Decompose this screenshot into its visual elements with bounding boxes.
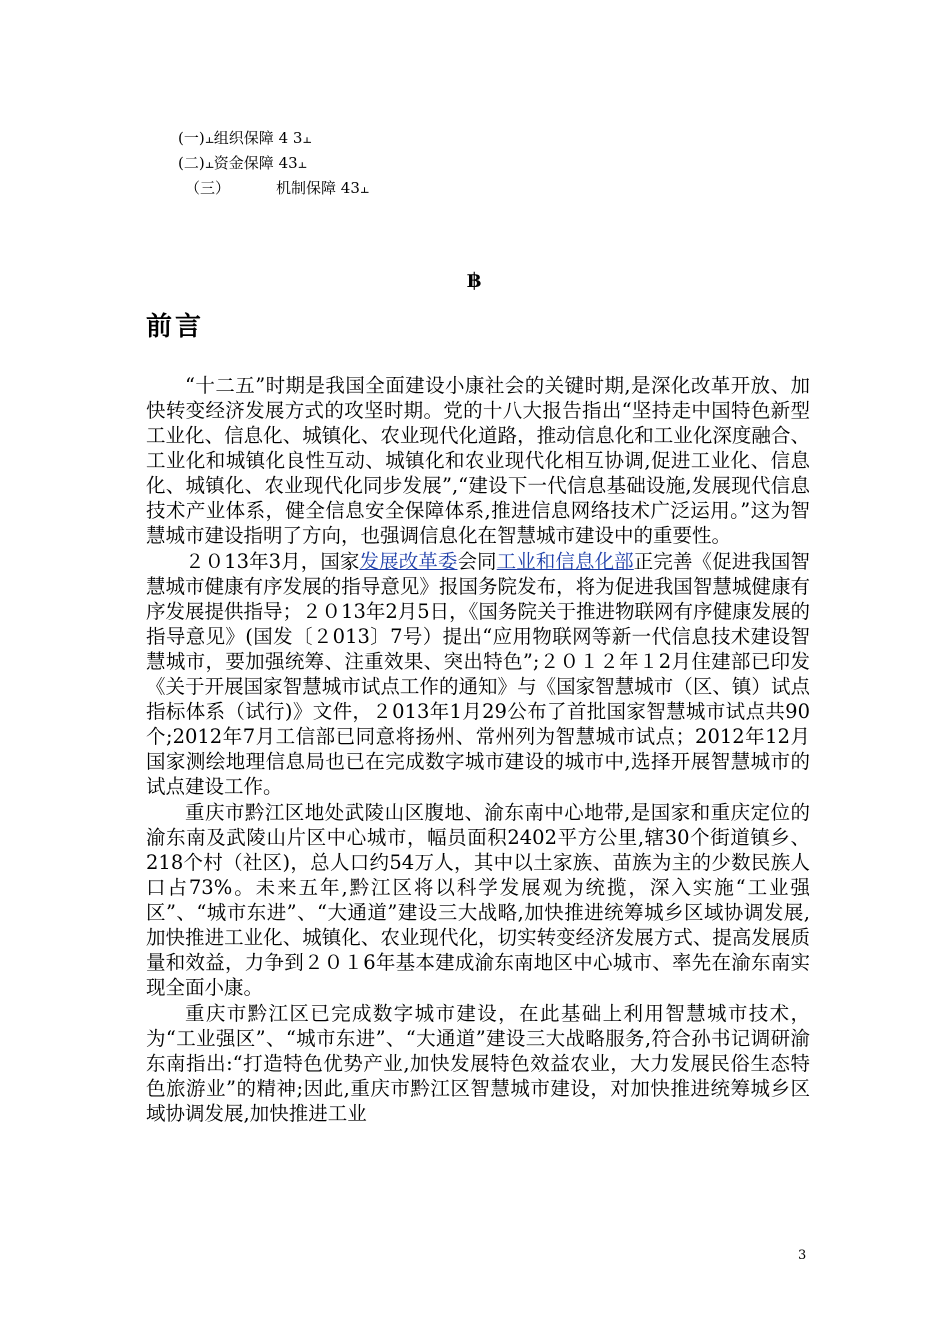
toc-item-title: 机制保障 43⫠: [276, 179, 369, 197]
body-text: [146, 373, 810, 1126]
paragraph: “十二五”时期是我国全面建设小康社会的关键时期,是深化改革开放、加快转变经济发展方式的攻坚时期。党的十八大报告指出“坚持走中国特色新型工业化、信息化、城镇化、农业现代化道路，推动信息化和工业化深度融合、工业化和城镇化良性互动、城镇化和农业现代化相互协调,促进工业化、信息化、城镇化、农业现代化同步发展”,“建设下一代信息基础设施,发展现代信息技术产业体系，健全信息安全保障体系,推进信息网络技术广泛运用。”这为智慧城市建设指明了方向，也强调信息化在智慧城市建设中的重要性。: [146, 374, 810, 547]
toc-item[interactable]: [178, 151, 369, 176]
paragraph: 重庆市黔江区已完成数字城市建设，在此基础上利用智慧城市技术，为“工业强区”、“城市东进”、“大通道”建设三大战略服务,符合孙书记调研渝东南指出:“打造特色优势产业,加快发展特色效益农业，大力发展民俗生态特色旅游业”的精神;因此,重庆市黔江区智慧城市建设，对加快推进统筹城乡区域协调发展,加快推进工业: [146, 1002, 810, 1125]
page-number: 3: [798, 1248, 807, 1263]
paragraph-text: ２０13年3月，国家: [185, 550, 360, 573]
toc-item-number: (二): [178, 154, 205, 172]
paragraph: [146, 549, 810, 799]
paragraph-text: 正完善《促进我国智慧城市健康有序发展的指导意见》报国务院发布，将为促进我国智慧城健康有序发展提供指导；２０13年2月5日，《国务院关于推进物联网有序健康发展的指导意见》(国发〔２013〕7号）提出“应用物联网等新一代信息技术建设智慧城市，要加强统筹、注重效果、突出特色”;２０１２年１2月住建部已印发《关于开展国家智慧城市试点工作的通知》与《国家智慧城市（区、镇）试点指标体系（试行)》文件，２013年1月29公布了首批国家智慧城市试点共90个;2012年7月工信部已同意将扬州、常州列为智慧城市试点；2012年12月国家测绘地理信息局也已在完成数字城市建设的城市中,选择开展智慧城市的试点建设工作。: [146, 550, 810, 798]
toc-item[interactable]: [185, 176, 369, 201]
toc-item-title: ⫠组织保障 4 3⫠: [204, 129, 312, 147]
table-of-contents: [178, 126, 369, 201]
section-heading: 前言: [146, 312, 205, 342]
toc-item-number: (一): [178, 129, 205, 147]
toc-item[interactable]: [178, 126, 369, 151]
toc-item-number: （三）: [185, 179, 231, 197]
link-miit[interactable]: 工业和信息化部: [496, 550, 634, 573]
section-break-mark: ฿: [467, 268, 481, 292]
paragraph: 重庆市黔江区地处武陵山区腹地、渝东南中心地带,是国家和重庆定位的渝东南及武陵山片区中心城市，幅员面积2402平方公里,辖30个街道镇乡、218个村（社区)，总人口约54万人，其中以土家族、苗族为主的少数民族人口占73%。未来五年,黔江区将以科学发展观为统揽，深入实施“工业强区”、“城市东进”、“大通道”建设三大战略,加快推进统筹城乡区域协调发展,加快推进工业化、城镇化、农业现代化，切实转变经济发展方式、提高发展质量和效益，力争到２０１6年基本建成渝东南地区中心城市、率先在渝东南实现全面小康。: [146, 801, 810, 999]
toc-item-title: ⫠资金保障 43⫠: [204, 154, 307, 172]
link-ndrc[interactable]: 发展改革委: [359, 550, 458, 573]
paragraph-text: 会同: [457, 550, 497, 573]
